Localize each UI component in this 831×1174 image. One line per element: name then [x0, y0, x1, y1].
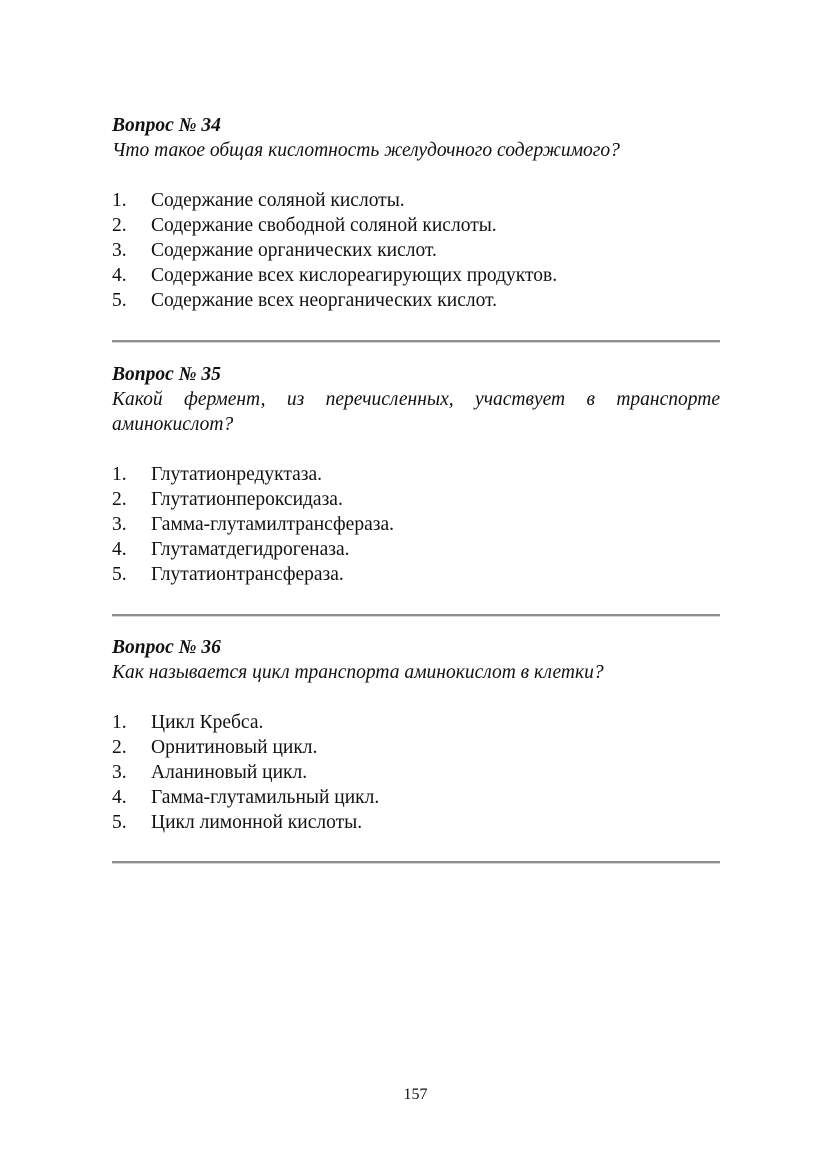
answer-option — [112, 537, 720, 562]
answer-list — [112, 462, 720, 587]
question-34 — [112, 113, 720, 313]
answer-text: Гамма-глутамильный цикл. — [151, 787, 380, 808]
answer-option — [112, 487, 720, 512]
answer-text: Содержание всех кислореагирующих продуктов. — [151, 265, 558, 286]
section-divider — [112, 861, 720, 864]
answer-number: 5. — [112, 290, 127, 311]
question-title: Вопрос № 34 — [112, 115, 221, 136]
answer-number: 2. — [112, 737, 127, 758]
answer-option — [112, 562, 720, 587]
question-title: Вопрос № 35 — [112, 364, 221, 385]
answer-number: 2. — [112, 489, 127, 510]
answer-text: Цикл лимонной кислоты. — [151, 812, 363, 833]
answer-list — [112, 710, 720, 835]
answer-option — [112, 785, 720, 810]
answer-text: Содержание соляной кислоты. — [151, 190, 405, 211]
answer-text: Содержание органических кислот. — [151, 240, 437, 261]
answer-option — [112, 288, 720, 313]
answer-text: Глутатионпероксидаза. — [151, 489, 343, 510]
answer-text: Глутатионредуктаза. — [151, 464, 323, 485]
answer-number: 5. — [112, 812, 127, 833]
answer-option — [112, 188, 720, 213]
answer-option — [112, 213, 720, 238]
answer-number: 3. — [112, 514, 127, 535]
question-36 — [112, 635, 720, 835]
answer-number: 4. — [112, 265, 127, 286]
answer-number: 1. — [112, 190, 127, 211]
answer-list — [112, 188, 720, 313]
answer-number: 3. — [112, 240, 127, 261]
question-35 — [112, 362, 720, 587]
answer-number: 4. — [112, 787, 127, 808]
answer-text: Орнитиновый цикл. — [151, 737, 318, 758]
section-divider — [112, 340, 720, 343]
answer-text: Цикл Кребса. — [151, 712, 264, 733]
answer-text: Глутаматдегидрогеназа. — [151, 539, 350, 560]
answer-text: Гамма-глутамилтрансфераза. — [151, 514, 394, 535]
section-divider — [112, 614, 720, 617]
answer-text: Глутатионтрансфераза. — [151, 564, 344, 585]
question-text: Как называется цикл транспорта аминокислот в клетки? — [112, 662, 604, 683]
answer-number: 3. — [112, 762, 127, 783]
answer-text: Содержание свободной соляной кислоты. — [151, 215, 497, 236]
answer-option — [112, 710, 720, 735]
answer-number: 1. — [112, 712, 127, 733]
answer-number: 1. — [112, 464, 127, 485]
answer-option — [112, 810, 720, 835]
answer-option — [112, 263, 720, 288]
answer-text: Аланиновый цикл. — [151, 762, 308, 783]
question-title: Вопрос № 36 — [112, 637, 221, 658]
answer-option — [112, 238, 720, 263]
question-text: Какой фермент, из перечисленных, участвует в транспорте аминокислот? — [112, 389, 720, 435]
answer-text: Содержание всех неорганических кислот. — [151, 290, 498, 311]
answer-number: 2. — [112, 215, 127, 236]
answer-option — [112, 512, 720, 537]
answer-option — [112, 735, 720, 760]
page-number: 157 — [403, 1086, 428, 1103]
answer-number: 5. — [112, 564, 127, 585]
question-text: Что такое общая кислотность желудочного содержимого? — [112, 140, 620, 161]
answer-number: 4. — [112, 539, 127, 560]
answer-option — [112, 462, 720, 487]
answer-option — [112, 760, 720, 785]
